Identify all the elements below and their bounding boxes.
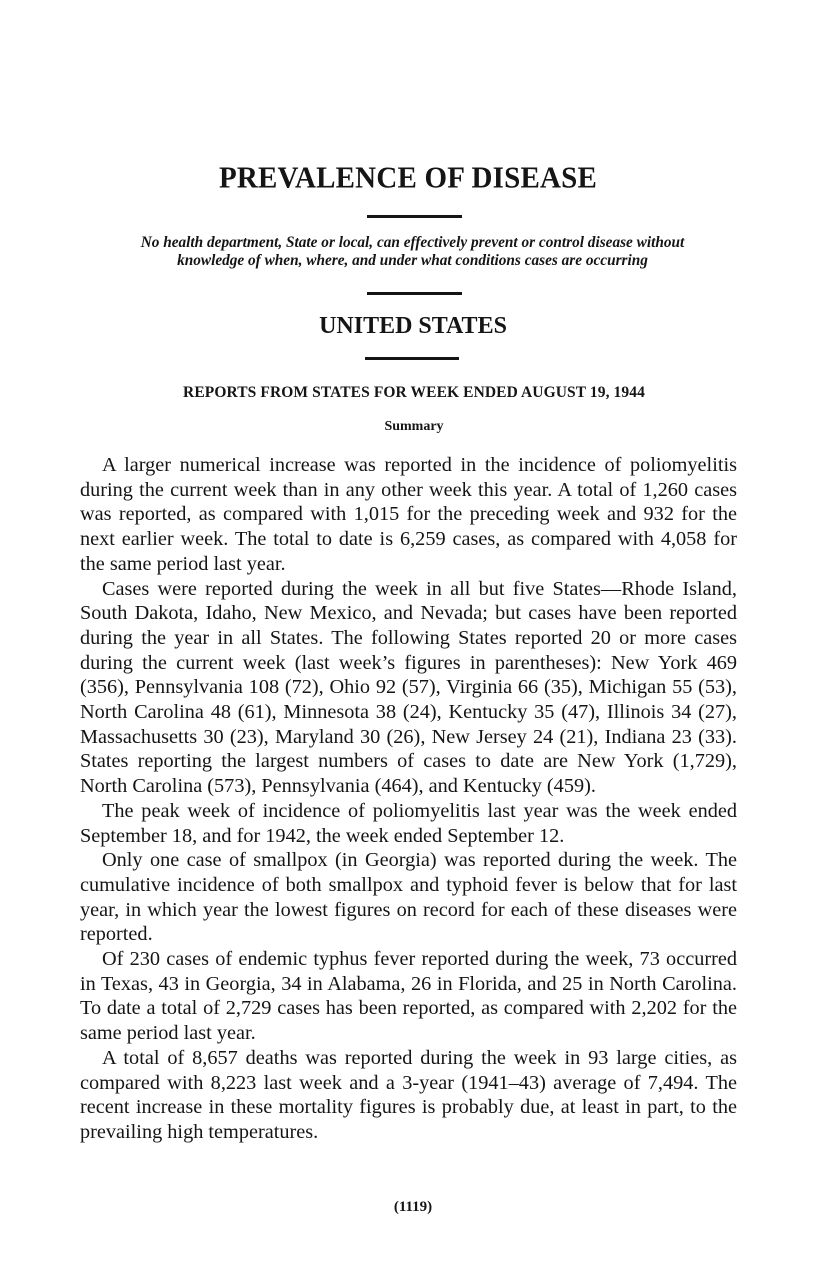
paragraph-mortality: A total of 8,657 deaths was reported during the week in 93 large cities, as compared with 8,223 last week and a 3-year (1941–43) average of 7,494. The recent increase in these mortality figures is probably due, at least in part, to the prevailing high temperatures. [80, 1046, 737, 1143]
summary-heading: Summary [384, 419, 444, 434]
summary-body [80, 453, 737, 1145]
motto-divider [367, 292, 462, 295]
page-number: (1119) [393, 1199, 433, 1215]
motto-line-2: knowledge of when, where, and under what conditions cases are occurring [177, 252, 648, 269]
motto-line-1: No health department, State or local, can effectively prevent or control disease without [140, 234, 685, 251]
section-title: UNITED STATES [319, 313, 507, 339]
page-title: PREVALENCE OF DISEASE [218, 161, 598, 195]
section-divider [365, 357, 459, 360]
paragraph-smallpox: Only one case of smallpox (in Georgia) was reported during the week. The cumulative incidence of both smallpox and typhoid fever is below that for last year, in which year the lowest figures on record for each of these diseases were reported. [80, 849, 737, 946]
report-heading: REPORTS FROM STATES FOR WEEK ENDED AUGUST 19, 1944 [183, 384, 645, 401]
title-divider [367, 215, 462, 218]
paragraph-poliomyelitis-total: A larger numerical increase was reported in the incidence of poliomyelitis during the current week than in any other week this year. A total of 1,260 cases was reported, as compared with 1,015 for the preceding week and 932 for the next earlier week. The total to date is 6,259 cases, as compared with 4,058 for the same period last year. [80, 454, 737, 575]
paragraph-typhus: Of 230 cases of endemic typhus fever reported during the week, 73 occurred in Texas, 43 in Georgia, 34 in Alabama, 26 in Florida, and 25 in North Carolina. To date a total of 2,729 cases has been reported, as compared with 2,202 for the same period last year. [80, 948, 737, 1045]
paragraph-poliomyelitis-states: Cases were reported during the week in all but five States—Rhode Island, South Dakota, Idaho, New Mexico, and Nevada; but cases have been reported during the year in all States. The following States reported 20 or more cases during the current week (last week’s figures in parentheses): New York 469 (356), Pennsylvania 108 (72), Ohio 92 (57), Virginia 66 (35), Michigan 55 (53), North Carolina 48 (61), Minnesota 38 (24), Kentucky 35 (47), Illinois 34 (27), Massachusetts 30 (23), Maryland 30 (26), New Jersey 24 (21), Indiana 23 (33). States reporting the largest numbers of cases to date are New York (1,729), North Carolina (573), Pennsylvania (464), and Kentucky (459). [80, 577, 737, 798]
motto [60, 234, 765, 270]
paragraph-poliomyelitis-peak: The peak week of incidence of poliomyelitis last year was the week ended September 18, and for 1942, the week ended September 12. [80, 799, 737, 847]
